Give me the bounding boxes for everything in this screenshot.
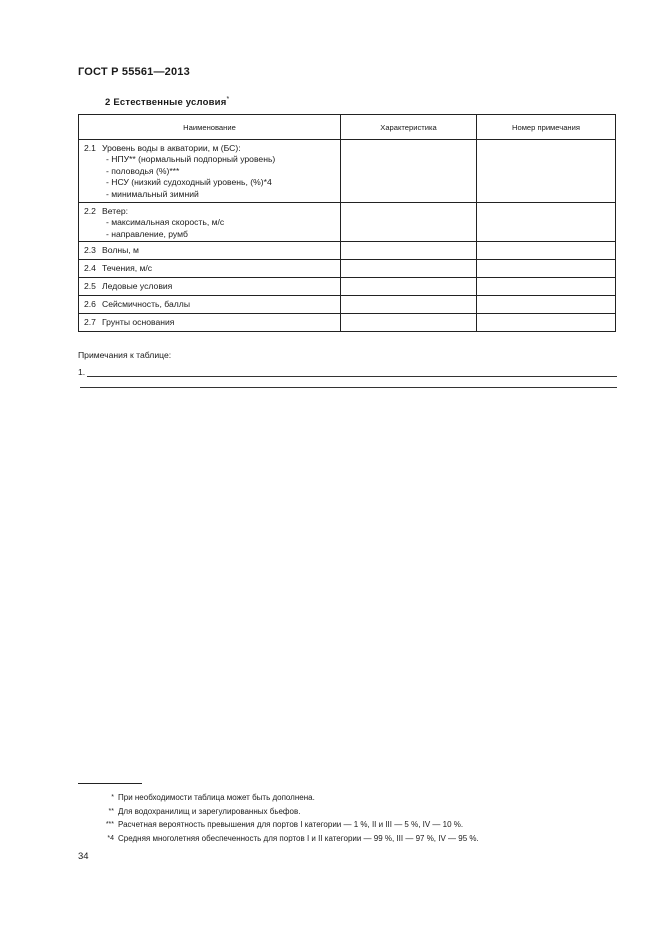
- table-row: [79, 140, 616, 203]
- note-line-2: [80, 387, 617, 388]
- table-row: [79, 242, 616, 260]
- note-number-cell: [477, 260, 616, 278]
- row-name-cell: [79, 314, 341, 332]
- row-name-cell: [79, 203, 341, 242]
- row-name-cell: [79, 242, 341, 260]
- footnote-separator: [78, 783, 142, 784]
- characteristic-cell: [341, 296, 477, 314]
- table-row: [79, 203, 616, 242]
- header-note-number: Номер примечания: [477, 115, 616, 140]
- row-name-cell: [79, 140, 341, 203]
- note-number-cell: [477, 203, 616, 242]
- row-title: Уровень воды в акватории, м (БС):: [102, 143, 241, 153]
- row-subitem: - НПУ** (нормальный подпорный уровень): [106, 154, 276, 165]
- characteristic-cell: [341, 203, 477, 242]
- characteristic-cell: [341, 260, 477, 278]
- footnote-mark: *4: [107, 834, 114, 842]
- row-name-cell: [79, 296, 341, 314]
- note-number-cell: [477, 242, 616, 260]
- characteristic-cell: [341, 314, 477, 332]
- footnote: [78, 805, 479, 819]
- row-subitem: - половодья (%)***: [106, 165, 180, 176]
- row-title: Ледовые условия: [102, 281, 173, 291]
- row-name-cell: [79, 260, 341, 278]
- footnote: [78, 832, 479, 846]
- section-title-text: 2 Естественные условия: [105, 97, 227, 109]
- row-number: 2.4: [84, 263, 96, 273]
- row-name-cell: [79, 278, 341, 296]
- note-fill-line: [87, 369, 617, 377]
- row-subitem: - направление, румб: [106, 228, 188, 239]
- table-header-row: [79, 115, 616, 140]
- row-title: Сейсмичность, баллы: [102, 299, 190, 309]
- footnote-mark: ***: [105, 821, 114, 828]
- table-row: [79, 260, 616, 278]
- row-title: Грунты основания: [102, 317, 175, 327]
- footnote-text: Расчетная вероятность превышения для портов I категории — 1 %, II и III — 5 %, IV — 10 %.: [118, 820, 464, 829]
- note-number-cell: [477, 296, 616, 314]
- row-subitem: - максимальная скорость, м/с: [106, 217, 225, 228]
- page-number: 34: [78, 851, 89, 862]
- header-name: Наименование: [79, 115, 341, 140]
- row-title: Ветер:: [102, 206, 129, 216]
- characteristic-cell: [341, 278, 477, 296]
- row-number: 2.5: [84, 281, 96, 291]
- characteristic-cell: [341, 140, 477, 203]
- footnote-text: При необходимости таблица может быть дополнена.: [118, 793, 315, 802]
- row-number: 2.7: [84, 317, 96, 327]
- footnote-mark: *: [111, 794, 114, 801]
- section-title: [105, 96, 229, 108]
- header-characteristic: Характеристика: [341, 115, 477, 140]
- table-row: [79, 296, 616, 314]
- note-number: 1.: [78, 367, 86, 377]
- footnote: [78, 791, 479, 805]
- table-notes-label: Примечания к таблице:: [78, 350, 172, 360]
- note-number-cell: [477, 278, 616, 296]
- row-title: Волны, м: [102, 245, 139, 255]
- table-row: [79, 278, 616, 296]
- note-number-cell: [477, 140, 616, 203]
- footnote-text: Средняя многолетняя обеспеченность для портов I и II категории — 99 %, III — 97 %, IV — 95 %.: [118, 833, 479, 843]
- natural-conditions-table: [78, 114, 616, 332]
- row-number: 2.2: [84, 206, 96, 216]
- footnote-mark: **: [108, 807, 114, 815]
- note-number-cell: [477, 314, 616, 332]
- footnote: [78, 818, 479, 832]
- section-title-mark: *: [226, 96, 230, 103]
- row-number: 2.6: [84, 299, 96, 309]
- row-subitem: - минимальный зимний: [106, 188, 199, 199]
- table-row: [79, 314, 616, 332]
- row-number: 2.3: [84, 245, 96, 255]
- document-header: ГОСТ Р 55561—2013: [78, 66, 190, 78]
- footnotes: [78, 791, 479, 845]
- row-subitem: - НСУ (низкий судоходный уровень, (%)*4: [106, 177, 272, 188]
- characteristic-cell: [341, 242, 477, 260]
- footnote-text: Для водохранилищ и зарегулированных бьефов.: [118, 806, 301, 816]
- row-number: 2.1: [84, 143, 96, 153]
- row-title: Течения, м/с: [102, 263, 153, 273]
- note-line-1: [78, 367, 617, 377]
